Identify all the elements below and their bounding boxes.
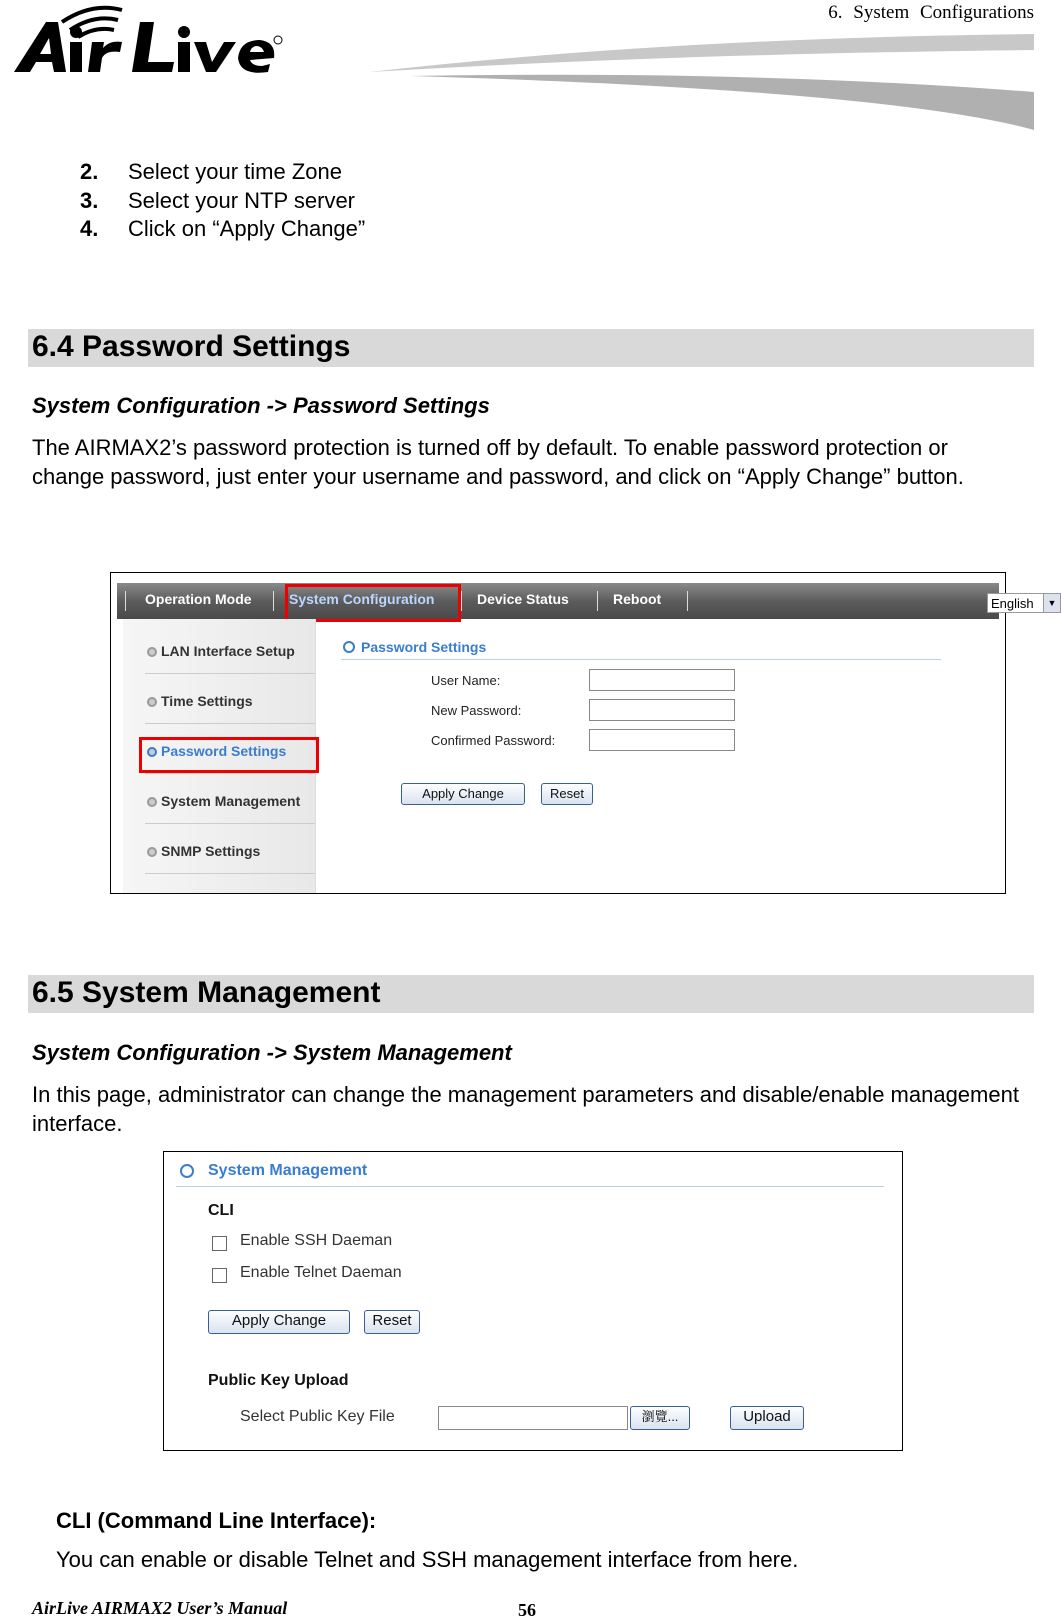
sidebar-item-system-management[interactable]: System Management [161, 793, 301, 809]
username-input[interactable] [589, 669, 735, 691]
system-management-screenshot [163, 1151, 903, 1451]
top-navigation-bar [117, 583, 1057, 619]
sidebar-divider [145, 773, 315, 774]
step-item: 2. Select your time Zone [80, 159, 342, 184]
sidebar-item-snmp-settings[interactable]: SNMP Settings [161, 843, 261, 859]
telnet-checkbox[interactable] [212, 1268, 227, 1283]
new-password-label: New Password: [431, 703, 522, 718]
cli-label: CLI [208, 1202, 234, 1219]
reset-button[interactable]: Reset [541, 783, 593, 805]
chevron-down-icon: ▼ [1043, 594, 1060, 612]
highlight-password-settings [139, 737, 319, 773]
section-64-paragraph: The AIRMAX2’s password protection is turned off by default. To enable password protection or change password, just enter your username and password, and click on “Apply Change” button. [32, 435, 964, 489]
section-64-title: 6.4 Password Settings [32, 330, 351, 363]
confirmed-password-label: Confirmed Password: [431, 733, 556, 748]
nav-separator [461, 591, 462, 611]
sidebar-divider [145, 673, 315, 674]
nav-separator [687, 591, 688, 611]
new-password-input[interactable] [589, 699, 735, 721]
section-65-path: System Configuration -> System Management [32, 1040, 512, 1065]
highlight-system-configuration [285, 584, 461, 622]
step-item: 3. Select your NTP server [80, 187, 356, 213]
telnet-label: Enable Telnet Daeman [240, 1264, 402, 1281]
nav-separator [125, 591, 126, 611]
airlive-logo [12, 0, 282, 80]
numbered-steps [80, 158, 365, 244]
section-64-path: System Configuration -> Password Settings [32, 393, 490, 418]
public-key-upload-label: Public Key Upload [208, 1372, 349, 1389]
nav-device-status[interactable]: Device Status [477, 591, 569, 607]
cli-heading: CLI (Command Line Interface): [56, 1508, 377, 1533]
step-item: 4. Click on “Apply Change” [80, 216, 366, 241]
public-key-file-input[interactable] [438, 1406, 628, 1430]
bullet-icon [147, 697, 157, 707]
ssh-checkbox[interactable] [212, 1236, 227, 1251]
bullet-icon [147, 847, 157, 857]
section-bullet-icon [343, 641, 355, 653]
system-management-title: System Management [208, 1162, 368, 1179]
sidebar-divider [145, 823, 315, 824]
sidebar-item-lan-interface[interactable]: LAN Interface Setup [161, 643, 295, 659]
confirmed-password-input[interactable] [589, 729, 735, 751]
sidebar-divider [145, 873, 315, 874]
language-select[interactable]: English ▼ [987, 593, 1061, 613]
sidebar-item-time-settings[interactable]: Time Settings [161, 693, 253, 709]
bullet-icon [147, 647, 157, 657]
section-65-title: 6.5 System Management [32, 976, 381, 1009]
nav-separator [597, 591, 598, 611]
nav-reboot[interactable]: Reboot [613, 591, 662, 607]
cli-body: You can enable or disable Telnet and SSH management interface from here. [56, 1547, 799, 1572]
footer-manual-title: AirLive AIRMAX2 User’s Manual [32, 1598, 288, 1618]
select-public-key-label: Select Public Key File [240, 1408, 395, 1425]
bullet-icon [147, 797, 157, 807]
browse-button[interactable]: 瀏覽... [630, 1406, 690, 1430]
upload-button[interactable]: Upload [730, 1406, 804, 1430]
password-panel-title: Password Settings [361, 639, 487, 655]
reset-button[interactable]: Reset [364, 1310, 420, 1334]
username-label: User Name: [431, 673, 501, 688]
nav-operation-mode[interactable]: Operation Mode [145, 591, 252, 607]
sidebar-divider [145, 723, 315, 724]
nav-system-configuration[interactable]: System Configuration [289, 591, 435, 607]
header-swoosh-graphic [370, 30, 1034, 140]
section-bullet-icon [180, 1164, 194, 1178]
section-65-paragraph: In this page, administrator can change the management parameters and disable/enable management interface. [32, 1082, 1019, 1136]
ssh-label: Enable SSH Daeman [240, 1232, 393, 1249]
panel-divider [341, 659, 941, 660]
apply-change-button[interactable]: Apply Change [401, 783, 525, 805]
sidebar-item-password-settings[interactable]: Password Settings [161, 743, 287, 759]
page-number: 56 [518, 1600, 536, 1620]
apply-change-button[interactable]: Apply Change [208, 1310, 350, 1334]
chapter-title: 6. System Configurations [828, 2, 1034, 23]
panel-divider [176, 1186, 884, 1187]
nav-separator [273, 591, 274, 611]
password-settings-screenshot [110, 572, 1057, 894]
